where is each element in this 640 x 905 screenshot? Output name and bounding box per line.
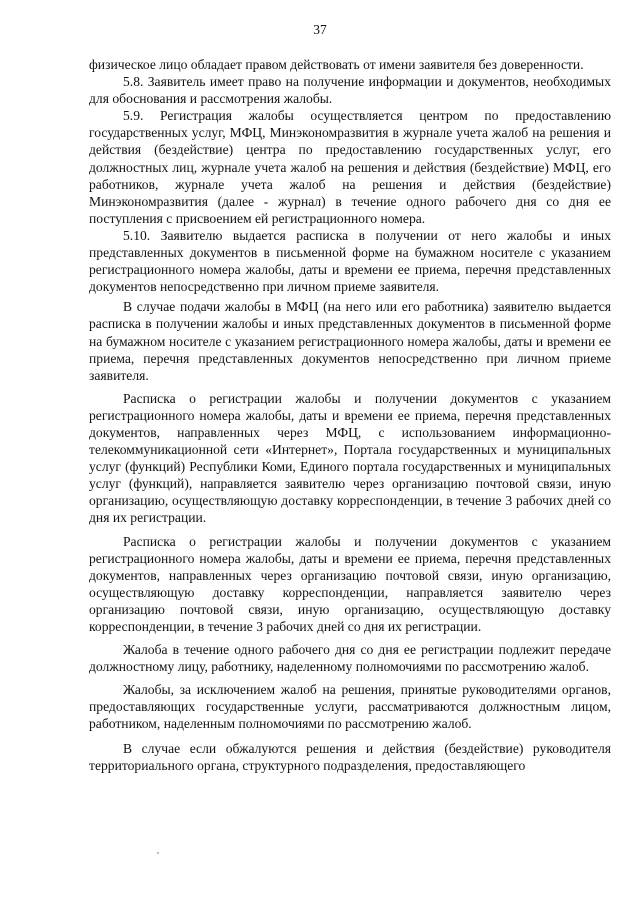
- paragraph-complaint-review: Жалобы, за исключением жалоб на решения, принятые руководителями органов, предоставляющих государственные услуги, рассматриваются должностным лицом, работником, наделенным полномочиями по рассмотрению жалоб.: [89, 682, 611, 732]
- document-body: [89, 56, 611, 774]
- paragraph-territorial-body: В случае если обжалуются решения и действия (бездействие) руководителя территориального органа, структурного подразделения, предоставляющего: [89, 740, 611, 773]
- paragraph-5-8: 5.8. Заявитель имеет право на получение информации и документов, необходимых для обоснования и рассмотрения жалобы.: [89, 74, 611, 107]
- paragraph-continuation: физическое лицо обладает правом действовать от имени заявителя без доверенности.: [89, 57, 584, 72]
- paragraph-complaint-transfer: Жалоба в течение одного рабочего дня со дня ее регистрации подлежит передаче должностному лицу, работнику, наделенному полномочиями по рассмотрению жалоб.: [89, 642, 611, 675]
- scan-speck: [157, 852, 159, 854]
- paragraph-receipt-internet: Расписка о регистрации жалобы и получении документов с указанием регистрационного номера жалобы, даты и времени ее приема, перечня представленных документов, направленных через МФЦ, с использованием информационно-телекоммуникационной сети «Интернет», Портала государственных и муниципальных услуг (функций) Республики Коми, Единого портала государственных и муниципальных услуг (функций), направляется заявителю через организацию почтовой связи, иную организацию, осуществляющую доставку корреспонденции, в течение 3 рабочих дней со дня их регистрации.: [89, 390, 611, 526]
- paragraph-5-10: 5.10. Заявителю выдается расписка в получении от него жалобы и иных представленных документов в письменной форме на бумажном носителе с указанием регистрационного номера жалобы, даты и времени ее приема, перечня представленных документов непосредственно при личном приеме заявителя.: [89, 227, 611, 295]
- page-number: 37: [313, 22, 327, 37]
- paragraph-receipt-post: Расписка о регистрации жалобы и получении документов с указанием регистрационного номера жалобы, даты и времени ее приема, перечня представленных документов, направленных через организацию почтовой связи, иную организацию, осуществляющую доставку корреспонденции, направляется заявителю через организацию почтовой связи, иную организацию, осуществляющую доставку корреспонденции, в течение 3 рабочих дней со дня их регистрации.: [89, 533, 611, 634]
- paragraph-5-9: 5.9. Регистрация жалобы осуществляется центром по предоставлению государственных услуг, МФЦ, Минэкономразвития в журнале учета жалоб на решения и действия (бездействие) центра по предоставлению государственных услуг, его должностных лиц, журнале учета жалоб на решения и действия (бездействие) МФЦ, его работников, журнале учета жалоб на решения и действия (бездействие) Минэкономразвития (далее - журнал) в течение одного рабочего дня со дня ее поступления с присвоением ей регистрационного номера.: [89, 108, 611, 226]
- paragraph-mfc-receipt: В случае подачи жалобы в МФЦ (на него или его работника) заявителю выдается расписка в получении жалобы и иных представленных документов в письменной форме на бумажном носителе с указанием регистрационного номера жалобы, даты и времени ее приема, перечня представленных документов непосредственно при личном приеме заявителя.: [89, 299, 611, 383]
